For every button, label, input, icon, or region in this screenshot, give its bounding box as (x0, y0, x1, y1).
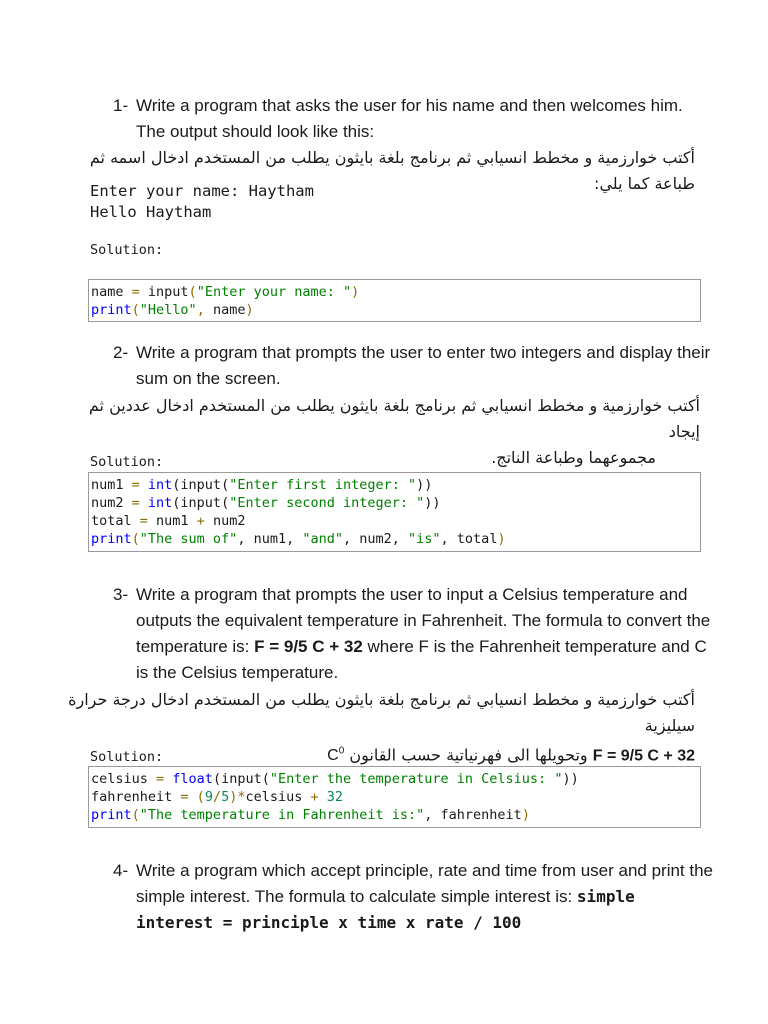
code-token: "Enter the temperature in Celsius: " (269, 771, 563, 787)
code-token: 5 (221, 789, 230, 805)
code-token: (input( (172, 477, 230, 493)
exercise-number: 1- (113, 96, 129, 115)
solution-label: Solution: (90, 242, 164, 258)
code-token: total (91, 513, 132, 529)
solution-label: Solution: (90, 454, 164, 470)
code-token: "The temperature in Fahrenheit is:" (139, 807, 425, 823)
formula: F = 9/5 C + 32 (592, 747, 695, 765)
code-line (91, 806, 698, 824)
formula: F = 9/5 C + 32 (254, 637, 363, 656)
code-line (91, 770, 698, 788)
code-token: ) (497, 531, 506, 547)
code-token: + (188, 513, 213, 529)
celsius-unit (327, 747, 344, 764)
code-token: )) (424, 495, 441, 511)
code-token: ( (131, 302, 140, 318)
code-line (91, 301, 698, 319)
code-token: = (123, 495, 148, 511)
code-token: ( (196, 789, 205, 805)
code-token: ( (131, 807, 140, 823)
code-token: )* (229, 789, 246, 805)
code-line (91, 283, 698, 301)
code-token: / (212, 789, 222, 805)
code-token: num1 (91, 477, 124, 493)
exercise-text: Write a program that prompts the user to enter two integers and display their sum on the screen. (136, 343, 711, 388)
code-token: fahrenheit (440, 807, 522, 823)
code-line (91, 530, 698, 548)
code-line (91, 494, 698, 512)
code-token: num1 (156, 513, 189, 529)
code-token: "and" (302, 531, 343, 547)
code-line (91, 476, 698, 494)
code-token: name (91, 284, 124, 300)
code-token: "Enter first integer: " (229, 477, 417, 493)
code-token: "Enter your name: " (196, 284, 352, 300)
code-token: num2 (212, 513, 246, 529)
code-token: ) (351, 284, 360, 300)
code-token: ( (131, 531, 140, 547)
unit-superscript: 0 (338, 746, 345, 757)
code-token: , (196, 302, 213, 318)
exercise-text-part: Write a program that prompts the user to input a Celsius temperature and outputs the equivalent temperature in Fahrenheit. The formula to convert the temperature is: (136, 585, 711, 656)
code-token: )) (562, 771, 579, 787)
code-token: "Enter second integer: " (229, 495, 425, 511)
code-line (91, 788, 698, 806)
code-token: = (123, 284, 148, 300)
formula: simple interest = principle x time x rate / 100 (136, 887, 635, 932)
code-token: , num1, (237, 531, 303, 547)
exercise-1 (113, 93, 713, 145)
exercise-4 (113, 858, 713, 936)
code-token: celsius (91, 771, 148, 787)
exercise-text: Write a program that asks the user for his name and then welcomes him. The output should look like this: (136, 96, 683, 141)
code-token: = (123, 477, 148, 493)
arabic-line: مجموعهما وطباعة الناتج. (491, 448, 656, 467)
code-token: 32 (326, 789, 344, 805)
code-token: ) (245, 302, 254, 318)
exercise-text (113, 582, 713, 686)
arabic-text: وتحويلها الى فهرنياتية حسب القانون (349, 745, 588, 765)
sample-output-line: Enter your name: Haytham (90, 182, 314, 200)
exercise-text-part: where F is the Fahrenheit temperature and C is the Celsius temperature. (136, 637, 707, 682)
code-token: , (424, 807, 441, 823)
code-token: ( (188, 284, 197, 300)
exercise-number: 4- (113, 861, 129, 880)
unit-letter: C (327, 747, 339, 765)
code-token: = (131, 513, 157, 529)
code-token: int (147, 477, 173, 493)
code-line (91, 512, 698, 530)
code-token: ) (521, 807, 530, 823)
arabic-line: أكتب خوارزمية و مخطط انسيابي ثم برنامج بلغة بايثون يطلب من المستخدم ادخال درجة حرارة سيليزية (68, 690, 695, 735)
code-token: celsius (245, 789, 303, 805)
exercise-number: 2- (113, 343, 129, 362)
code-token: , num2, (343, 531, 409, 547)
exercise-text-part: Write a program which accept principle, rate and time from user and print the simple interest. The formula to calculate simple interest is: (136, 861, 714, 906)
code-token: print (91, 302, 132, 318)
code-token: )) (416, 477, 433, 493)
code-token: input (147, 284, 189, 300)
exercise-3 (113, 582, 713, 686)
code-token: int (147, 495, 173, 511)
code-token: , total (440, 531, 498, 547)
code-block (88, 472, 701, 552)
code-token: "is" (408, 531, 441, 547)
code-token: num2 (91, 495, 124, 511)
code-token: print (91, 531, 132, 547)
code-token: = (172, 789, 197, 805)
sample-output-line: Hello Haytham (90, 203, 212, 221)
code-token: "Hello" (139, 302, 197, 318)
code-token: 9 (204, 789, 213, 805)
code-token: = (147, 771, 173, 787)
code-token: fahrenheit (91, 789, 173, 805)
exercise-number: 3- (113, 585, 129, 604)
exercise-2 (113, 340, 713, 392)
code-token: name (212, 302, 246, 318)
exercise-text (113, 858, 713, 936)
code-block (88, 766, 701, 828)
code-token: print (91, 807, 132, 823)
code-token: (input( (212, 771, 270, 787)
code-token: "The sum of" (139, 531, 238, 547)
sample-output (90, 181, 314, 223)
code-block (88, 279, 701, 322)
code-token: (input( (172, 495, 230, 511)
solution-label: Solution: (90, 749, 164, 765)
code-token: float (172, 771, 213, 787)
code-token: + (302, 789, 327, 805)
arabic-instruction: أكتب خوارزمية و مخطط انسيابي ثم برنامج بلغة بايثون يطلب من المستخدم ادخال اسمه ثم طباعة كما يلي: (89, 148, 695, 193)
arabic-line: أكتب خوارزمية و مخطط انسيابي ثم برنامج بلغة بايثون يطلب من المستخدم ادخال عددين ثم إيجاد (88, 396, 700, 441)
